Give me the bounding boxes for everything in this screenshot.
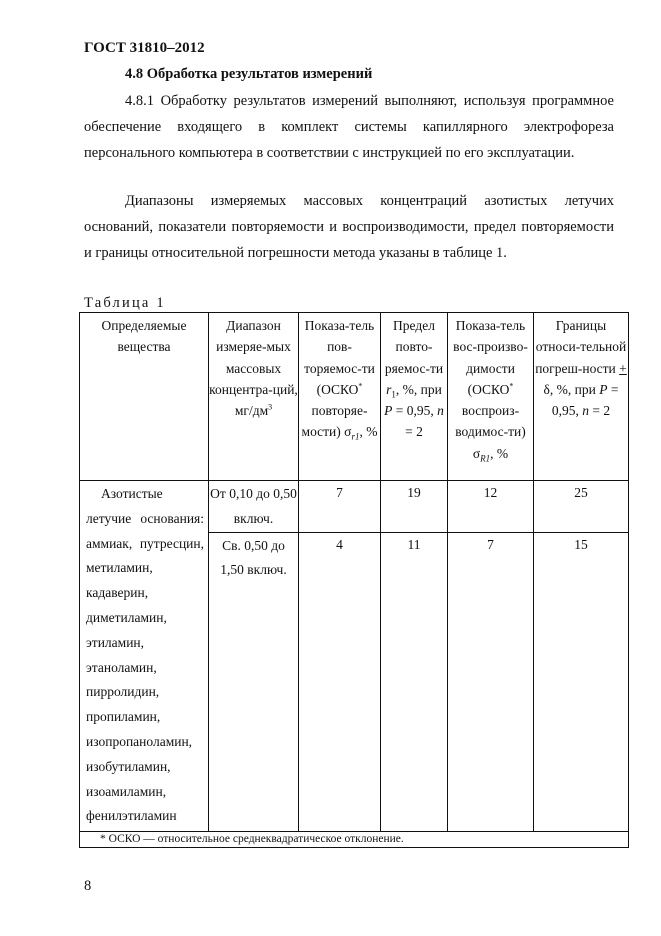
range-cell: От 0,10 до 0,50 включ. xyxy=(209,481,299,533)
range-cell: Св. 0,50 до 1,50 включ. xyxy=(209,532,299,831)
table-footnote-row xyxy=(80,831,629,847)
header-repeatability-index: Показа-тель пов-торяемос-ти (ОСКО* повторяе-мости) $\sigma_{r1}$, % xyxy=(299,313,381,481)
header-substances: Определяемые вещества xyxy=(80,313,209,481)
table-header-row xyxy=(80,313,629,481)
repeatability-index-cell: 4 xyxy=(299,532,381,831)
substances-cell: Азотистые летучие основания: аммиак, путресцин, метиламин, кадаверин, диметиламин, этиламин, этаноламин, пирролидин, пропиламин, изопропаноламин, изобутиламин, изоамиламин, фенилэтиламин xyxy=(80,481,209,832)
table-row xyxy=(80,481,629,533)
document-code: ГОСТ 31810–2012 xyxy=(84,40,205,56)
table-caption: Таблица 1 xyxy=(84,295,166,311)
header-repeatability-limit: Предел повто-ряемос-ти $r_1$, %, при P = 0,95, n = 2 xyxy=(381,313,448,481)
header-reproducibility-index: Показа-тель вос-произво-димости (ОСКО* воспроиз-водимос-ти) $\sigma_{R1}$, % xyxy=(448,313,534,481)
header-error-bounds: Границы относи-тельной погреш-ности + δ, %, при P = 0,95, n = 2 xyxy=(534,313,629,481)
repeatability-limit-cell: 11 xyxy=(381,532,448,831)
repeatability-limit-cell: 19 xyxy=(381,481,448,533)
repeatability-index-cell: 7 xyxy=(299,481,381,533)
paragraph-ranges: Диапазоны измеряемых массовых концентраций азотистых летучих оснований, показатели повторяемости и воспроизводимости, предел повторяемости и границы относительной погрешности метода указаны в таблице 1. xyxy=(84,193,614,261)
error-bounds-cell: 15 xyxy=(534,532,629,831)
header-range: Диапазон измеряе-мых массовых концентра-ций, $мг/дм^3$ xyxy=(209,313,299,481)
table-footnote: * ОСКО — относительное среднеквадратическое отклонение. xyxy=(80,831,629,847)
reproducibility-index-cell: 12 xyxy=(448,481,534,533)
section-title: 4.8 Обработка результатов измерений xyxy=(125,66,373,82)
error-bounds-cell: 25 xyxy=(534,481,629,533)
results-table xyxy=(79,312,629,848)
page-number: 8 xyxy=(84,878,92,894)
reproducibility-index-cell: 7 xyxy=(448,532,534,831)
paragraph-4-8-1: 4.8.1 Обработку результатов измерений выполняют, используя программное обеспечение входящего в комплект системы капиллярного электрофореза персонального компьютера в соответствии с инструкцией по его эксплуатации. xyxy=(84,93,614,161)
